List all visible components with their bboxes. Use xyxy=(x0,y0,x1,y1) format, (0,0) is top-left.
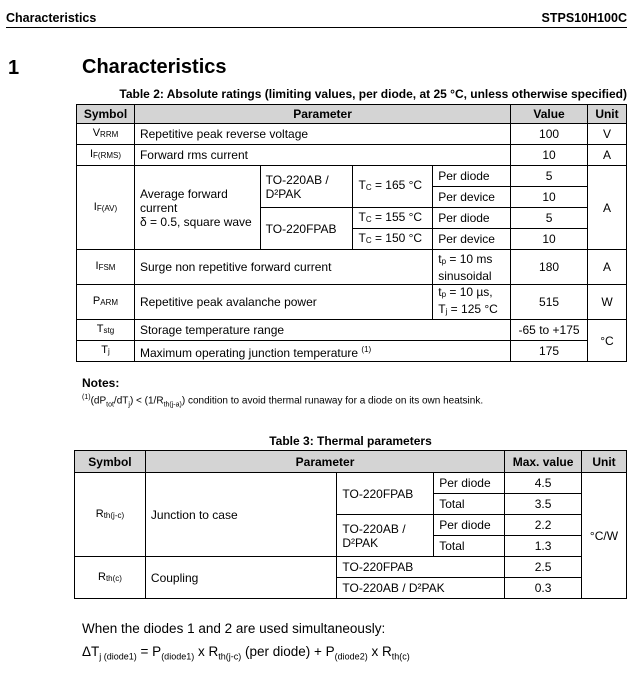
condition-cell: $t_p = 10$ µs, $T_j = 125$ °C xyxy=(433,285,511,320)
header-symbol: Symbol xyxy=(77,105,135,124)
table-row xyxy=(77,320,627,341)
value-cell: 1.3 xyxy=(505,536,582,557)
value-cell: 2.2 xyxy=(505,515,582,536)
unit-cell: W xyxy=(587,285,626,320)
footnote-ref: (1) xyxy=(361,344,372,354)
table-row xyxy=(77,124,627,145)
value-cell: 100 xyxy=(511,124,588,145)
thermal-parameters-table xyxy=(74,450,627,599)
condition-cell: Per diode xyxy=(434,515,505,536)
symbol-cell: $I_{F(AV)}$ xyxy=(77,166,135,250)
unit-cell: A xyxy=(587,166,626,250)
value-cell: 515 xyxy=(511,285,588,320)
header-unit: Unit xyxy=(581,451,626,473)
section-number: 1 xyxy=(8,57,20,79)
package-cell: TO-220FPAB xyxy=(337,557,505,578)
parameter-cell: Maximum operating junction temperature $^{(1)}$ xyxy=(134,341,510,362)
symbol-cell: $T_{stg}$ xyxy=(77,320,135,341)
value-cell: 5 xyxy=(511,208,588,229)
value-cell: 3.5 xyxy=(505,494,582,515)
condition-cell: Per device xyxy=(433,229,511,250)
parameter-cell: Surge non repetitive forward current xyxy=(134,250,432,285)
value-cell: -65 to +175 xyxy=(511,320,588,341)
note-1: $^{(1)}(dP_{tot}/dT_j) < (1/R_{th(j-a)})$ condition to avoid thermal runaway for a diode on its own heatsink. xyxy=(82,394,484,409)
symbol-cell: $V_{RRM}$ xyxy=(77,124,135,145)
section-title: Characteristics xyxy=(82,56,227,78)
value-cell: 10 xyxy=(511,145,588,166)
value-cell: 10 xyxy=(511,187,588,208)
parameter-cell: Forward rms current xyxy=(134,145,510,166)
condition-cell: Total xyxy=(434,494,505,515)
value-cell: 175 xyxy=(511,341,588,362)
table-row xyxy=(77,341,627,362)
unit-cell: °C/W xyxy=(581,473,626,599)
condition-cell: $T_C = 155$ °C xyxy=(353,208,433,229)
header-unit: Unit xyxy=(587,105,626,124)
value-cell: 0.3 xyxy=(505,578,582,599)
package-cell: TO-220AB / D²PAK xyxy=(337,515,434,557)
table2-caption: Table 2: Absolute ratings (limiting values, per diode, at 25 °C, unless otherwise specified) xyxy=(119,87,627,101)
package-cell: TO-220FPAB xyxy=(260,208,353,250)
value-cell: 10 xyxy=(511,229,588,250)
parameter-cell: Storage temperature range xyxy=(134,320,510,341)
header-part-number: STPS10H100C xyxy=(541,11,627,25)
table-header-row xyxy=(77,105,627,124)
header-parameter: Parameter xyxy=(145,451,504,473)
unit-cell: A xyxy=(587,145,626,166)
header-value: Value xyxy=(511,105,588,124)
parameter-cell: Repetitive peak reverse voltage xyxy=(134,124,510,145)
symbol-cell: $I_{F(RMS)}$ xyxy=(77,145,135,166)
parameter-cell: Junction to case xyxy=(145,473,336,557)
page-header xyxy=(6,11,627,28)
table-header-row xyxy=(75,451,627,473)
parameter-cell: Average forward current δ = 0.5, square wave xyxy=(134,166,260,250)
header-parameter: Parameter xyxy=(134,105,510,124)
unit-cell: V xyxy=(587,124,626,145)
condition-cell: $t_p = 10$ ms sinusoidal xyxy=(433,250,511,285)
symbol-cell: $R_{th(j-c)}$ xyxy=(75,473,146,557)
notes-title: Notes: xyxy=(82,376,120,390)
symbol-cell: $P_{ARM}$ xyxy=(77,285,135,320)
value-cell: 180 xyxy=(511,250,588,285)
value-cell: 4.5 xyxy=(505,473,582,494)
table-row xyxy=(75,557,627,578)
table-row xyxy=(77,285,627,320)
symbol-cell: $T_j$ xyxy=(77,341,135,362)
value-cell: 2.5 xyxy=(505,557,582,578)
equation: $\Delta T_{j (diode1)} = P_{(diode1)}$ x $R_{th(j-c)}$ (per diode) + $P_{(diode2)}$ x $R_{th(c)}$ xyxy=(82,644,410,662)
condition-cell: Per device xyxy=(433,187,511,208)
table-row xyxy=(77,250,627,285)
table-row xyxy=(75,473,627,494)
unit-cell: A xyxy=(587,250,626,285)
absolute-ratings-table xyxy=(76,104,627,362)
parameter-cell: Repetitive peak avalanche power xyxy=(134,285,432,320)
value-cell: 5 xyxy=(511,166,588,187)
condition-cell: $T_C = 165$ °C xyxy=(353,166,433,208)
paragraph: When the diodes 1 and 2 are used simultaneously: xyxy=(82,621,386,636)
table-row xyxy=(77,145,627,166)
condition-cell: Per diode xyxy=(433,208,511,229)
table-row xyxy=(77,166,627,187)
condition-cell: Per diode xyxy=(434,473,505,494)
header-section: Characteristics xyxy=(6,11,97,25)
package-cell: TO-220AB / D²PAK xyxy=(337,578,505,599)
table3-caption: Table 3: Thermal parameters xyxy=(269,434,432,448)
package-cell: TO-220AB / D²PAK xyxy=(260,166,353,208)
parameter-cell: Coupling xyxy=(145,557,336,599)
symbol-cell: $I_{FSM}$ xyxy=(77,250,135,285)
condition-cell: $T_C = 150$ °C xyxy=(353,229,433,250)
header-max-value: Max. value xyxy=(505,451,582,473)
unit-cell: °C xyxy=(587,320,626,362)
condition-cell: Per diode xyxy=(433,166,511,187)
condition-cell: Total xyxy=(434,536,505,557)
symbol-cell: $R_{th(c)}$ xyxy=(75,557,146,599)
package-cell: TO-220FPAB xyxy=(337,473,434,515)
header-symbol: Symbol xyxy=(75,451,146,473)
